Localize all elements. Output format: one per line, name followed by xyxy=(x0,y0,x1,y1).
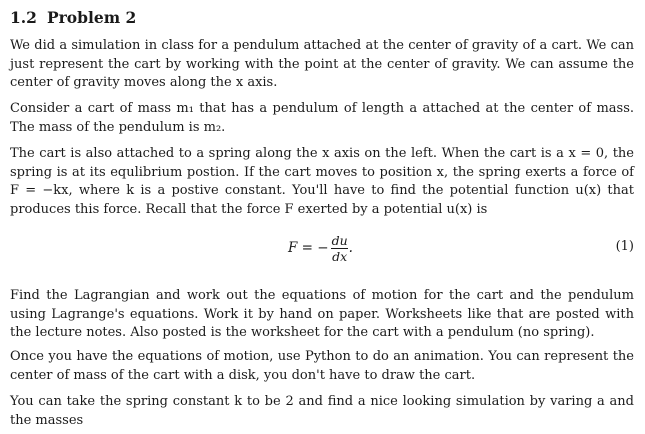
section-title: Problem 2 xyxy=(46,8,137,27)
equation-lhs: F = − xyxy=(288,240,329,256)
paragraph-spring: The cart is also attached to a spring along the x axis on the left. When the cart is a x = 0, the spring is at its equlibrium postion. If the cart moves to position x, the spring exerts a force of F = −kx, where k is a postive constant. You'll have to find the potential function u(x) that produces this force. Recall that the force F exerted by a potential u(x) is xyxy=(10,146,634,217)
equation-period: . xyxy=(348,240,353,256)
paragraph-lagrange: Find the Lagrangian and work out the equations of motion for the cart and the pendulum using Lagrange's equations. Work it by hand on paper. Worksheets like that are posted with the lecture notes. Also posted is the worksheet for the cart with a pendulum (no spring). xyxy=(10,288,634,340)
paragraph-spring-constant: You can take the spring constant k to be 2 and find a nice looking simulation by varing a and the masses xyxy=(10,394,634,428)
fraction-numerator: du xyxy=(331,232,348,248)
equation-number: (1) xyxy=(615,239,634,254)
paragraph-intro: We did a simulation in class for a pendulum attached at the center of gravity of a cart. We can just represent the cart by working with the point at the center of gravity. We can assume the center of gravity moves along the x axis. xyxy=(10,38,634,90)
equation-1 xyxy=(10,228,634,268)
equation-fraction xyxy=(331,233,349,264)
paragraph-python: Once you have the equations of motion, use Python to do an animation. You can represent the center of mass of the cart with a disk, you don't have to draw the cart. xyxy=(10,349,634,383)
section-number: 1.2 xyxy=(10,8,37,27)
fraction-denominator: dx xyxy=(332,248,348,264)
equation-body xyxy=(288,228,353,268)
section-heading xyxy=(10,8,136,27)
paragraph-setup: Consider a cart of mass m₁ that has a pendulum of length a attached at the center of mass. The mass of the pendulum is m₂. xyxy=(10,101,634,135)
